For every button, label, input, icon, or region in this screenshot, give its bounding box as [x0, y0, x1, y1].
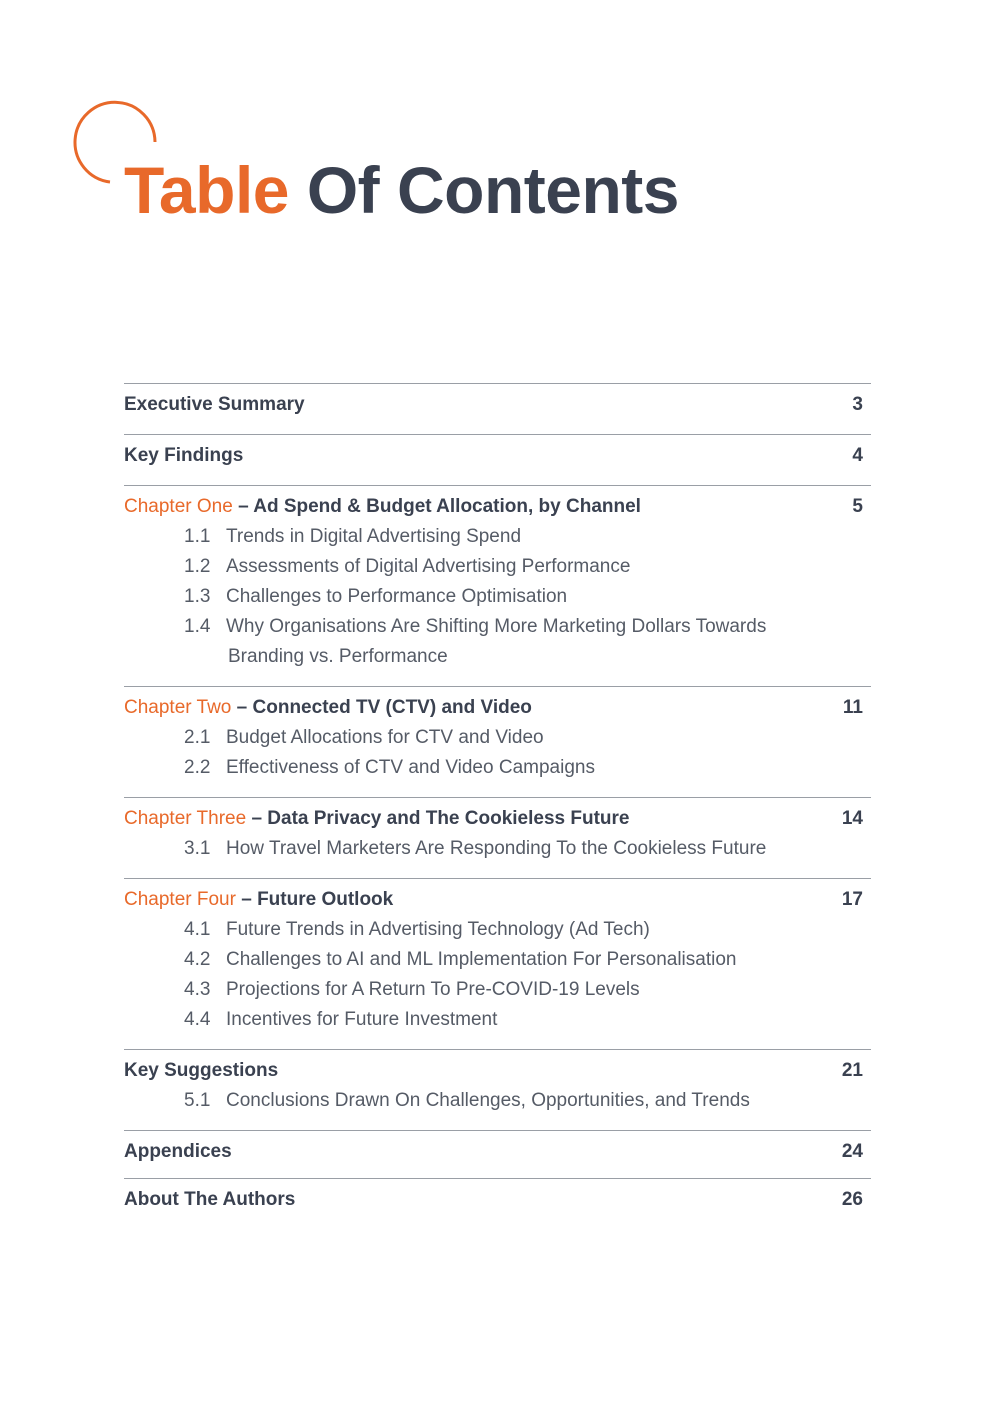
toc-entry-heading: [124, 390, 871, 420]
subsection-item[interactable]: [124, 915, 871, 945]
subsection-title: Future Trends in Advertising Technology (Ad Tech): [226, 919, 650, 940]
toc-entry-chapter-three[interactable]: [124, 798, 871, 879]
subsection-list: [124, 834, 871, 864]
toc-page-number: 5: [852, 496, 863, 517]
toc-entry-key-suggestions[interactable]: [124, 1050, 871, 1131]
subsection-item[interactable]: [124, 1086, 871, 1116]
chapter-title: Future Outlook: [257, 889, 394, 910]
toc-entry-heading: [124, 804, 871, 834]
subsection-number: 4.3: [184, 979, 211, 1000]
subsection-number: 5.1: [184, 1090, 211, 1111]
toc-entry-heading: [124, 1185, 871, 1215]
chapter-label: Chapter Two: [124, 697, 232, 718]
subsection-title-continuation: Branding vs. Performance: [228, 646, 448, 667]
toc-entry-label: Key Suggestions: [124, 1060, 279, 1081]
subsection-number: 2.2: [184, 757, 211, 778]
toc-entry-heading: [124, 885, 871, 915]
toc-entry-executive-summary[interactable]: [124, 384, 871, 435]
subsection-item[interactable]: [124, 552, 871, 582]
toc-entry-label: About The Authors: [124, 1189, 296, 1210]
subsection-item[interactable]: [124, 945, 871, 975]
subsection-item[interactable]: [124, 1005, 871, 1035]
title-accent: Table: [124, 153, 289, 227]
subsection-number: 1.4: [184, 616, 211, 637]
subsection-number: 4.1: [184, 919, 211, 940]
subsection-list: [124, 723, 871, 783]
subsection-title: Projections for A Return To Pre-COVID-19 Levels: [226, 979, 640, 1000]
subsection-list: [124, 915, 871, 1035]
chapter-title: Connected TV (CTV) and Video: [252, 697, 532, 718]
toc-entry-key-findings[interactable]: [124, 435, 871, 486]
toc-page-number: 3: [852, 394, 863, 415]
subsection-item[interactable]: [124, 612, 871, 642]
subsection-item[interactable]: [124, 522, 871, 552]
chapter-separator: –: [235, 889, 258, 910]
subsection-list: [124, 522, 871, 642]
subsection-number: 4.4: [184, 1009, 211, 1030]
subsection-title: Trends in Digital Advertising Spend: [226, 526, 522, 547]
subsection-number: 1.1: [184, 526, 211, 547]
subsection-title: Challenges to Performance Optimisation: [226, 586, 568, 607]
chapter-separator: –: [231, 697, 253, 718]
chapter-label: Chapter Three: [124, 808, 247, 829]
subsection-item[interactable]: [124, 975, 871, 1005]
toc-page-number: 24: [841, 1141, 863, 1162]
toc-entry-heading: [124, 492, 871, 522]
subsection-item[interactable]: [124, 753, 871, 783]
subsection-item[interactable]: [124, 582, 871, 612]
toc-entry-chapter-two[interactable]: [124, 687, 871, 798]
subsection-list: [124, 1086, 871, 1116]
toc-entry-heading: [124, 1056, 871, 1086]
subsection-item[interactable]: [124, 834, 871, 864]
toc-entry-appendices[interactable]: [124, 1131, 871, 1179]
chapter-separator: –: [246, 808, 268, 829]
subsection-number: 3.1: [184, 838, 211, 859]
subsection-item[interactable]: [124, 723, 871, 753]
page-title: [124, 150, 679, 230]
toc-entry-chapter-one[interactable]: [124, 486, 871, 687]
toc-entry-label: Key Findings: [124, 445, 244, 466]
chapter-title: Ad Spend & Budget Allocation, by Channel: [253, 496, 641, 517]
title-rest: Of Contents: [306, 153, 679, 227]
toc-page-number: 21: [841, 1060, 863, 1081]
subsection-title: Why Organisations Are Shifting More Marketing Dollars Towards: [226, 616, 767, 637]
subsection-number: 1.3: [184, 586, 211, 607]
toc-entry-label: Appendices: [124, 1141, 232, 1162]
toc-page-number: 4: [852, 445, 863, 466]
subsection-title: Challenges to AI and ML Implementation For Personalisation: [226, 949, 737, 970]
subsection-title: Conclusions Drawn On Challenges, Opportunities, and Trends: [226, 1090, 750, 1111]
chapter-title: Data Privacy and The Cookieless Future: [267, 808, 630, 829]
subsection-title: How Travel Marketers Are Responding To the Cookieless Future: [226, 838, 767, 859]
toc-page-number: 11: [842, 697, 863, 718]
chapter-label: Chapter One: [124, 496, 233, 517]
subsection-title: Assessments of Digital Advertising Performance: [226, 556, 631, 577]
subsection-title: Budget Allocations for CTV and Video: [226, 727, 544, 748]
subsection-number: 4.2: [184, 949, 211, 970]
toc-page-number: 17: [841, 889, 863, 910]
toc-entry-heading: [124, 1137, 871, 1167]
chapter-label: Chapter Four: [124, 889, 236, 910]
subsection-number: 2.1: [184, 727, 211, 748]
toc-entry-heading: [124, 693, 871, 723]
toc-page-number: 26: [841, 1189, 863, 1210]
toc-page-number: 14: [841, 808, 863, 829]
toc-entry-about-the-authors[interactable]: [124, 1179, 871, 1221]
subsection-title: Effectiveness of CTV and Video Campaigns: [226, 757, 595, 778]
toc-entry-heading: [124, 441, 871, 471]
toc-entry-chapter-four[interactable]: [124, 879, 871, 1050]
chapter-separator: –: [232, 496, 254, 517]
subsection-title: Incentives for Future Investment: [226, 1009, 498, 1030]
subsection-number: 1.2: [184, 556, 211, 577]
table-of-contents: [124, 383, 871, 1221]
toc-entry-label: Executive Summary: [124, 394, 305, 415]
